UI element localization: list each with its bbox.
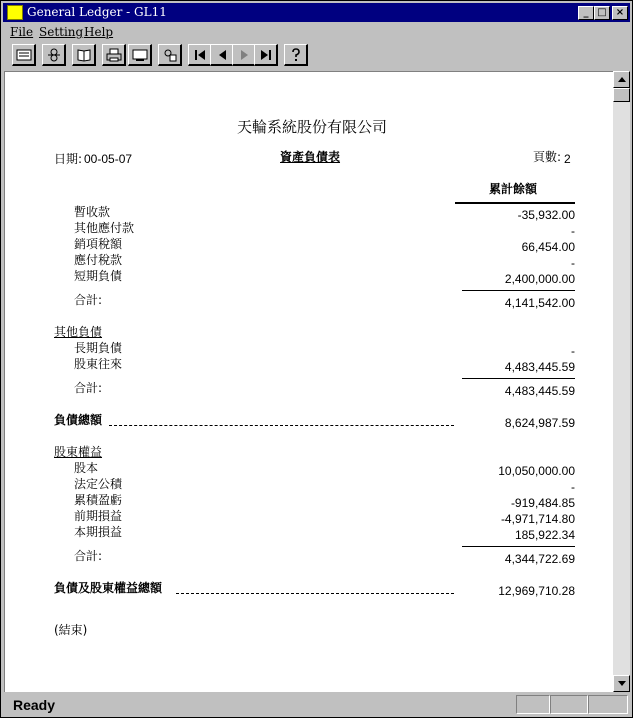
line-item-value: -4,971,714.80: [500, 512, 575, 526]
leader-dots: [176, 593, 454, 594]
status-panel: [516, 695, 550, 714]
subtotal-value: 4,483,445.59: [504, 384, 575, 398]
app-icon[interactable]: [7, 5, 23, 20]
status-panel: [550, 695, 588, 714]
status-text: Ready: [13, 697, 56, 713]
column-header: 累計餘額: [489, 182, 538, 196]
line-item-label: 長期負債: [74, 341, 123, 355]
section-heading: 其他負債: [54, 325, 103, 339]
line-item-label: 暫收款: [74, 205, 111, 219]
scroll-down-button[interactable]: [613, 675, 630, 692]
line-item-label: 本期損益: [74, 525, 123, 539]
menu-setting[interactable]: [39, 25, 83, 39]
subtotal-label: 合計:: [74, 549, 103, 563]
company-name: 天輪系統股份有限公司: [237, 118, 388, 136]
line-item-label: 應付稅款: [74, 253, 123, 267]
subtotal-label: 合計:: [74, 381, 103, 395]
line-item-label: 其他應付款: [74, 221, 135, 235]
line-item-label: 銷項稅額: [74, 237, 123, 251]
line-item-value: -: [571, 344, 575, 358]
scroll-thumb[interactable]: [613, 88, 630, 102]
minimize-button[interactable]: _: [578, 6, 594, 20]
next-page-button[interactable]: [232, 44, 256, 66]
close-button[interactable]: ×: [612, 6, 628, 20]
toolbar: [3, 42, 630, 70]
report-button[interactable]: [12, 44, 36, 66]
report-icon: [16, 47, 32, 63]
print-icon: [106, 47, 122, 63]
line-item-label: 累積盈虧: [74, 493, 123, 507]
setup-icon: [162, 47, 178, 63]
leader-dots: [109, 425, 454, 426]
grand-total-label: 負債及股東權益總額: [54, 581, 163, 595]
prev-page-icon: [214, 47, 230, 63]
next-page-icon: [236, 47, 252, 63]
menu-help-label: Help: [84, 25, 114, 39]
column-header-rule: [455, 202, 575, 204]
status-panel: [588, 695, 628, 714]
date-value: 00-05-07: [84, 152, 133, 166]
menu-bar: [3, 23, 630, 41]
line-item-label: 股本: [74, 461, 99, 475]
menu-setting-label: Setting: [39, 25, 84, 39]
line-item-label: 法定公積: [74, 477, 123, 491]
subtotal-rule: [462, 546, 575, 547]
line-item-value: -: [571, 480, 575, 494]
section-heading: 股東權益: [54, 445, 103, 459]
subtotal-value: 4,141,542.00: [504, 296, 575, 310]
end-note: (結束): [54, 623, 88, 637]
title-bar[interactable]: [3, 3, 630, 22]
date-label: 日期:: [54, 152, 83, 166]
status-bar: [3, 693, 630, 717]
first-page-button[interactable]: [188, 44, 212, 66]
line-item-value: 10,050,000.00: [498, 464, 575, 478]
filter-button[interactable]: [42, 44, 66, 66]
last-page-button[interactable]: [254, 44, 278, 66]
subtotal-rule: [462, 290, 575, 291]
line-item-value: 2,400,000.00: [504, 272, 575, 286]
page-value: 2: [564, 152, 571, 166]
report-title: 資產負債表: [280, 150, 341, 164]
line-item-value: -919,484.85: [510, 496, 575, 510]
line-item-value: 185,922.34: [514, 528, 575, 542]
line-item-value: -35,932.00: [517, 208, 575, 222]
preview-button[interactable]: [128, 44, 152, 66]
help-icon: [288, 47, 304, 63]
prev-page-button[interactable]: [210, 44, 234, 66]
menu-file-label: File: [10, 25, 34, 39]
book-icon: [76, 47, 92, 63]
vertical-scrollbar[interactable]: [613, 71, 630, 692]
liabilities-total-value: 8,624,987.59: [504, 416, 575, 430]
scroll-up-button[interactable]: [613, 71, 630, 88]
filter-icon: [46, 47, 62, 63]
menu-file[interactable]: [10, 25, 33, 39]
line-item-value: -: [571, 256, 575, 270]
subtotal-label: 合計:: [74, 293, 103, 307]
setup-button[interactable]: [158, 44, 182, 66]
print-button[interactable]: [102, 44, 126, 66]
maximize-button[interactable]: □: [594, 6, 610, 20]
liabilities-total-label: 負債總額: [54, 413, 103, 427]
arrow-down-icon: [618, 681, 626, 686]
line-item-value: 66,454.00: [521, 240, 575, 254]
book-button[interactable]: [72, 44, 96, 66]
first-page-icon: [192, 47, 208, 63]
line-item-value: -: [571, 224, 575, 238]
line-item-label: 股東往來: [74, 357, 123, 371]
menu-help[interactable]: [84, 25, 113, 39]
help-button[interactable]: [284, 44, 308, 66]
line-item-label: 前期損益: [74, 509, 123, 523]
arrow-up-icon: [618, 77, 626, 82]
grand-total-value: 12,969,710.28: [498, 584, 575, 598]
line-item-value: 4,483,445.59: [504, 360, 575, 374]
page-label: 頁數:: [533, 150, 562, 164]
window-title: General Ledger - GL11: [27, 5, 167, 19]
subtotal-rule: [462, 378, 575, 379]
report-view[interactable]: [4, 71, 613, 692]
last-page-icon: [258, 47, 274, 63]
preview-icon: [132, 47, 148, 63]
subtotal-value: 4,344,722.69: [504, 552, 575, 566]
line-item-label: 短期負債: [74, 269, 123, 283]
